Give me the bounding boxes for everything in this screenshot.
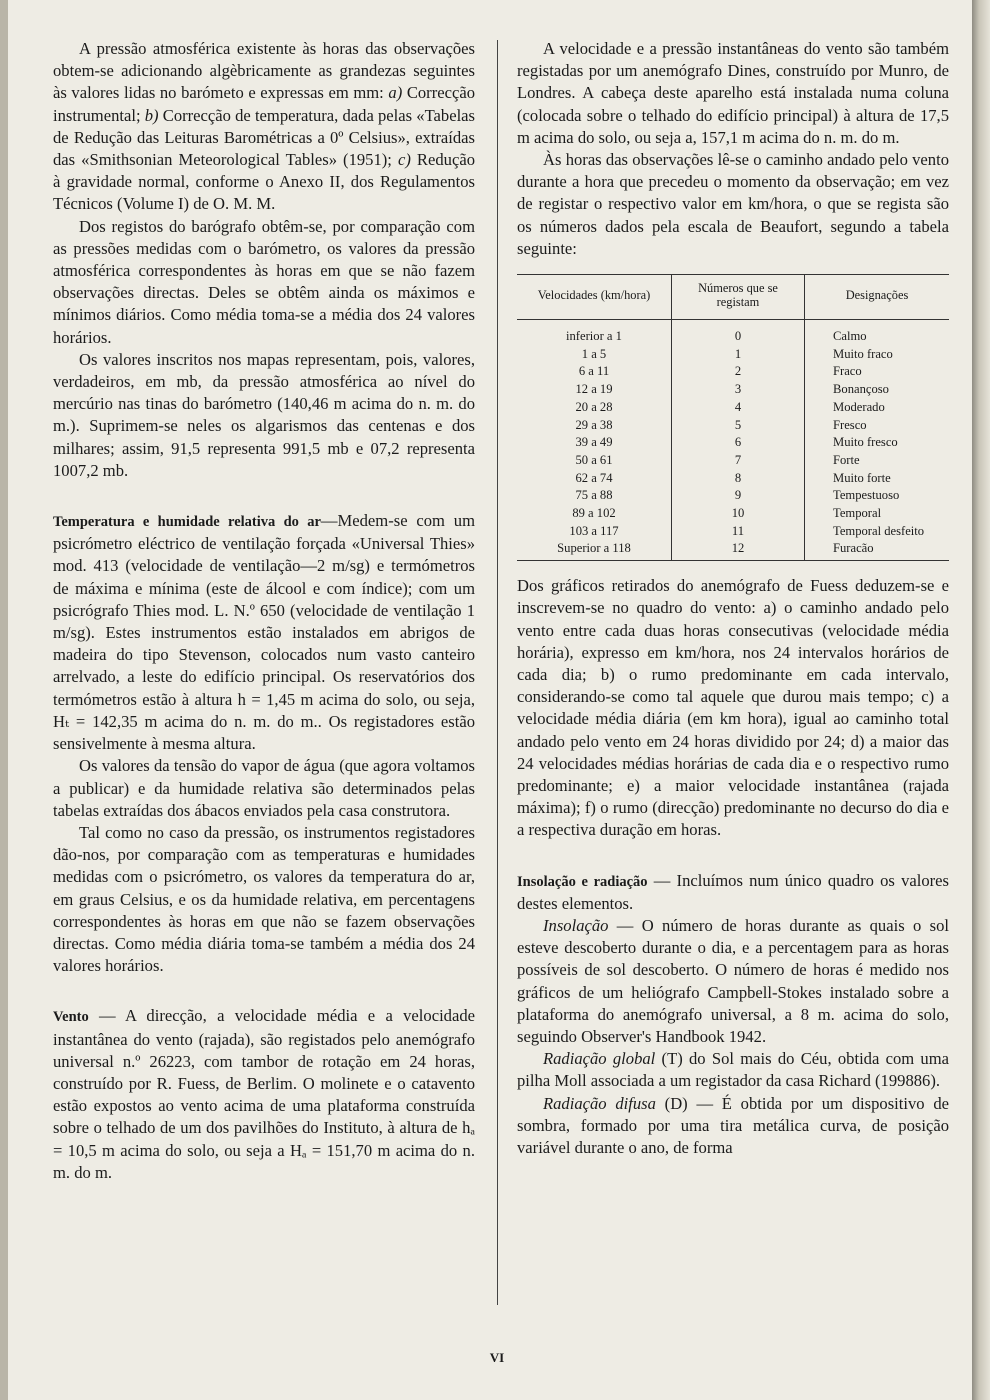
table-row xyxy=(517,540,949,560)
designacao-cell: Temporal desfeito xyxy=(833,523,925,538)
column-divider xyxy=(497,40,498,1305)
velocidade-cell: 62 a 74 xyxy=(517,470,672,488)
designacao-cell: Calmo xyxy=(833,329,867,344)
numero-cell: 3 xyxy=(672,381,805,399)
table-row xyxy=(517,470,949,488)
numero-cell: 5 xyxy=(672,417,805,435)
page-edge-shadow xyxy=(0,0,8,1400)
designacao-cell: Muito fresco xyxy=(833,435,898,450)
numero-cell: 6 xyxy=(672,434,805,452)
designacao-cell: Muito forte xyxy=(833,470,891,485)
left-column xyxy=(53,38,475,1184)
column-header-numeros: Números que se registam xyxy=(672,275,805,320)
velocidade-cell: Superior a 118 xyxy=(517,540,672,560)
pressao-paragraph-3: Os valores inscritos nos mapas representam, pois, valores, verdadeiros, em mb, da pressão atmosférica ao nível do mercúrio nas tinas do barómetro (140,46 m acima do n. m. do m.). Suprimem-se neles os algarismos das centenas e dos milhares; assim, 91,5 representa 991,5 mb e 07,2 representa 1007,2 mb. xyxy=(53,349,475,480)
column-header-velocidades: Velocidades (km/hora) xyxy=(517,275,672,320)
temperatura-heading: Temperatura e humidade relativa do ar xyxy=(53,514,321,531)
table-row xyxy=(517,487,949,505)
numero-cell: 7 xyxy=(672,452,805,470)
pressao-paragraph-1: A pressão atmosférica existente às horas das observações obtem-se adicionando algèbricamente as grandezas seguintes às valores lidas no barómeto e expressas em mm: a) Correcção instrumental; b) Correcção de temperatura, dada pelas «Tabelas de Redução das Leituras Barométricas a 0º Celsius», extraídas das «Smithsonian Meteorological Tables» (1951); c) Redução à gravidade normal, conforme o Anexo II, dos Regulamentos Técnicos (Volume I) de O. M. M. xyxy=(53,39,476,214)
designacao-cell: Temporal xyxy=(833,506,882,521)
vento-paragraph-2: A velocidade e a pressão instantâneas do vento são também registadas por um anemógrafo Dines, construído por Munro, de Londres. A cabeça deste aparelho está instalada numa coluna (colocada sobre o telhado do edifício principal) à altura de 17,5 m acima do solo, ou seja a, 157,1 m acima do n. m. do m. xyxy=(517,39,949,147)
vento-heading: Vento xyxy=(53,1009,89,1026)
designacao-cell: Muito fraco xyxy=(833,346,893,361)
beaufort-table xyxy=(517,274,949,561)
numero-cell: 10 xyxy=(672,505,805,523)
designacao-cell: Forte xyxy=(833,452,860,467)
velocidade-cell: 75 a 88 xyxy=(517,487,672,505)
numero-cell: 12 xyxy=(672,540,805,560)
velocidade-cell: inferior a 1 xyxy=(517,320,672,346)
numero-cell: 2 xyxy=(672,363,805,381)
vento-paragraph-1: Vento — A direcção, a velocidade média e a velocidade instantânea do vento (rajada), são registados pelo anemógrafo universal n.º 26223, com tambor de rotação em 24 horas, construído por R. Fuess, de Berlim. O molinete e o catavento estão expostos ao vento acima de uma plataforma construída sobre o telhado de um dos pavilhões do Instituto, à altura de hₐ = 10,5 m acima do solo, ou seja a Hₐ = 151,70 m acima do n. m. do m. xyxy=(53,1006,475,1182)
table-row xyxy=(517,434,949,452)
temperatura-paragraph-3: Tal como no caso da pressão, os instrumentos registadores dão-nos, por comparação com as temperaturas e humidades medidas com o psicrómetro, os valores da temperatura do ar, em graus Celsius, e os da humidade relativa, em percentagens correspondentes às horas em que não se fazem observações directas. Como média diária toma-se também a média dos 24 valores horários. xyxy=(53,822,475,976)
designacao-cell: Bonançoso xyxy=(833,382,889,397)
designacao-cell: Fraco xyxy=(833,364,862,379)
page-number: VI xyxy=(489,1350,505,1365)
column-header-designacoes: Designações xyxy=(805,275,950,320)
vento-paragraph-3: Às horas das observações lê-se o caminho andado pelo vento durante a hora que precedeu o momento da observação; em vez de registar o respectivo valor em km/hora, o que se regista são os números dados pela escala de Beaufort, segundo a tabela seguinte: xyxy=(517,150,949,258)
velocidade-cell: 39 a 49 xyxy=(517,434,672,452)
table-row xyxy=(517,523,949,541)
velocidade-cell: 29 a 38 xyxy=(517,417,672,435)
insolacao-paragraph-2: Insolação — O número de horas durante as quais o sol esteve descoberto durante o dia, e a percentagem para as horas possíveis de sol descoberto. O número de horas é medido nos gráficos de um heliógrafo Campbell-Stokes instalado sobre a plataforma do anemógrafo universal, a 8 m. acima do solo, seguindo Observer's Handbook 1942. xyxy=(517,916,949,1047)
insolacao-heading: Insolação e radiação xyxy=(517,873,648,890)
velocidade-cell: 12 a 19 xyxy=(517,381,672,399)
velocidade-cell: 6 a 11 xyxy=(517,363,672,381)
numero-cell: 8 xyxy=(672,470,805,488)
numero-cell: 11 xyxy=(672,523,805,541)
numero-cell: 4 xyxy=(672,399,805,417)
designacao-cell: Tempestuoso xyxy=(833,488,900,503)
velocidade-cell: 103 a 117 xyxy=(517,523,672,541)
table-row xyxy=(517,381,949,399)
table-row xyxy=(517,399,949,417)
designacao-cell: Moderado xyxy=(833,399,885,414)
radiacao-difusa-paragraph: Radiação difusa (D) — É obtida por um dispositivo de sombra, formado por uma tira metálica curva, de posição variável durante o ano, de forma xyxy=(517,1093,949,1158)
pressao-paragraph-2: Dos registos do barógrafo obtêm-se, por comparação com as pressões medidas com o barómetro, os valores da pressão atmosférica correspondentes às horas em que se não fazem observações directas. Deles se obtêm ainda os máximos e mínimos diários. Como média toma-se a média dos 24 valores horários. xyxy=(53,216,475,347)
vento-paragraph-4: Dos gráficos retirados do anemógrafo de Fuess deduzem-se e inscrevem-se no quadro do vento: a) o caminho andado pelo vento entre cada duas horas consecutivas (velocidade média horária), expresso em km/hora, nos 24 intervalos horários de cada dia; b) o rumo predominante em cada intervalo, considerando-se como tal aquele que durou mais tempo; c) a velocidade média diária (em km hora), igual ao caminho total andado pelo vento em 24 horas dividido por 24; d) a maior das 24 velocidades médias horárias de cada dia e o respectivo rumo predominante; e) a maior velocidade instantânea (rajada máxima); f) o rumo (direcção) predominante no decurso do dia e a respectiva duração em horas. xyxy=(517,576,949,840)
velocidade-cell: 50 a 61 xyxy=(517,452,672,470)
velocidade-cell: 89 a 102 xyxy=(517,505,672,523)
numero-cell: 0 xyxy=(672,320,805,346)
table-row xyxy=(517,417,949,435)
adjacent-page-edge xyxy=(972,0,990,1400)
table-row xyxy=(517,320,949,346)
table-header-row xyxy=(517,275,949,320)
velocidade-cell: 1 a 5 xyxy=(517,346,672,364)
designacao-cell: Furacão xyxy=(805,540,950,560)
numero-cell: 1 xyxy=(672,346,805,364)
table-row xyxy=(517,452,949,470)
right-column xyxy=(517,38,949,1159)
temperatura-paragraph-1: Temperatura e humidade relativa do ar—Medem-se com um psicrómetro eléctrico de ventilação forçada «Universal Thies» mod. 413 (velocidade de ventilação—2 m/sg) e termómetros de máxima e mínima (este de álcool e com índice); com um psicrógrafo Thies mod. L. N.º 650 (velocidade de ventilação 1 m/sg). Estes instrumentos estão instalados em abrigos de madeira do tipo Stevenson, colocados num vasto canteiro arrelvado, a leste do edifício principal. Os reservatórios dos termómetros estão à altura h = 1,45 m acima do solo, ou seja, Hₜ = 142,35 m acima do n. m. do m.. Os registadores estão sensivelmente à mesma altura. xyxy=(53,511,475,754)
table-row xyxy=(517,363,949,381)
temperatura-paragraph-2: Os valores da tensão do vapor de água (que agora voltamos a publicar) e da humidade relativa são determinados pelas tabelas extraídas dos ábacos enviados pela casa construtora. xyxy=(53,756,475,820)
table-row xyxy=(517,346,949,364)
radiacao-global-paragraph: Radiação global (T) do Sol mais do Céu, obtida com uma pilha Moll associada a um registador da casa Richard (199886). xyxy=(517,1049,950,1091)
velocidade-cell: 20 a 28 xyxy=(517,399,672,417)
designacao-cell: Fresco xyxy=(833,417,867,432)
numero-cell: 9 xyxy=(672,487,805,505)
insolacao-paragraph-1: Insolação e radiação — Incluímos num único quadro os valores destes elementos. xyxy=(517,870,949,913)
table-row xyxy=(517,505,949,523)
